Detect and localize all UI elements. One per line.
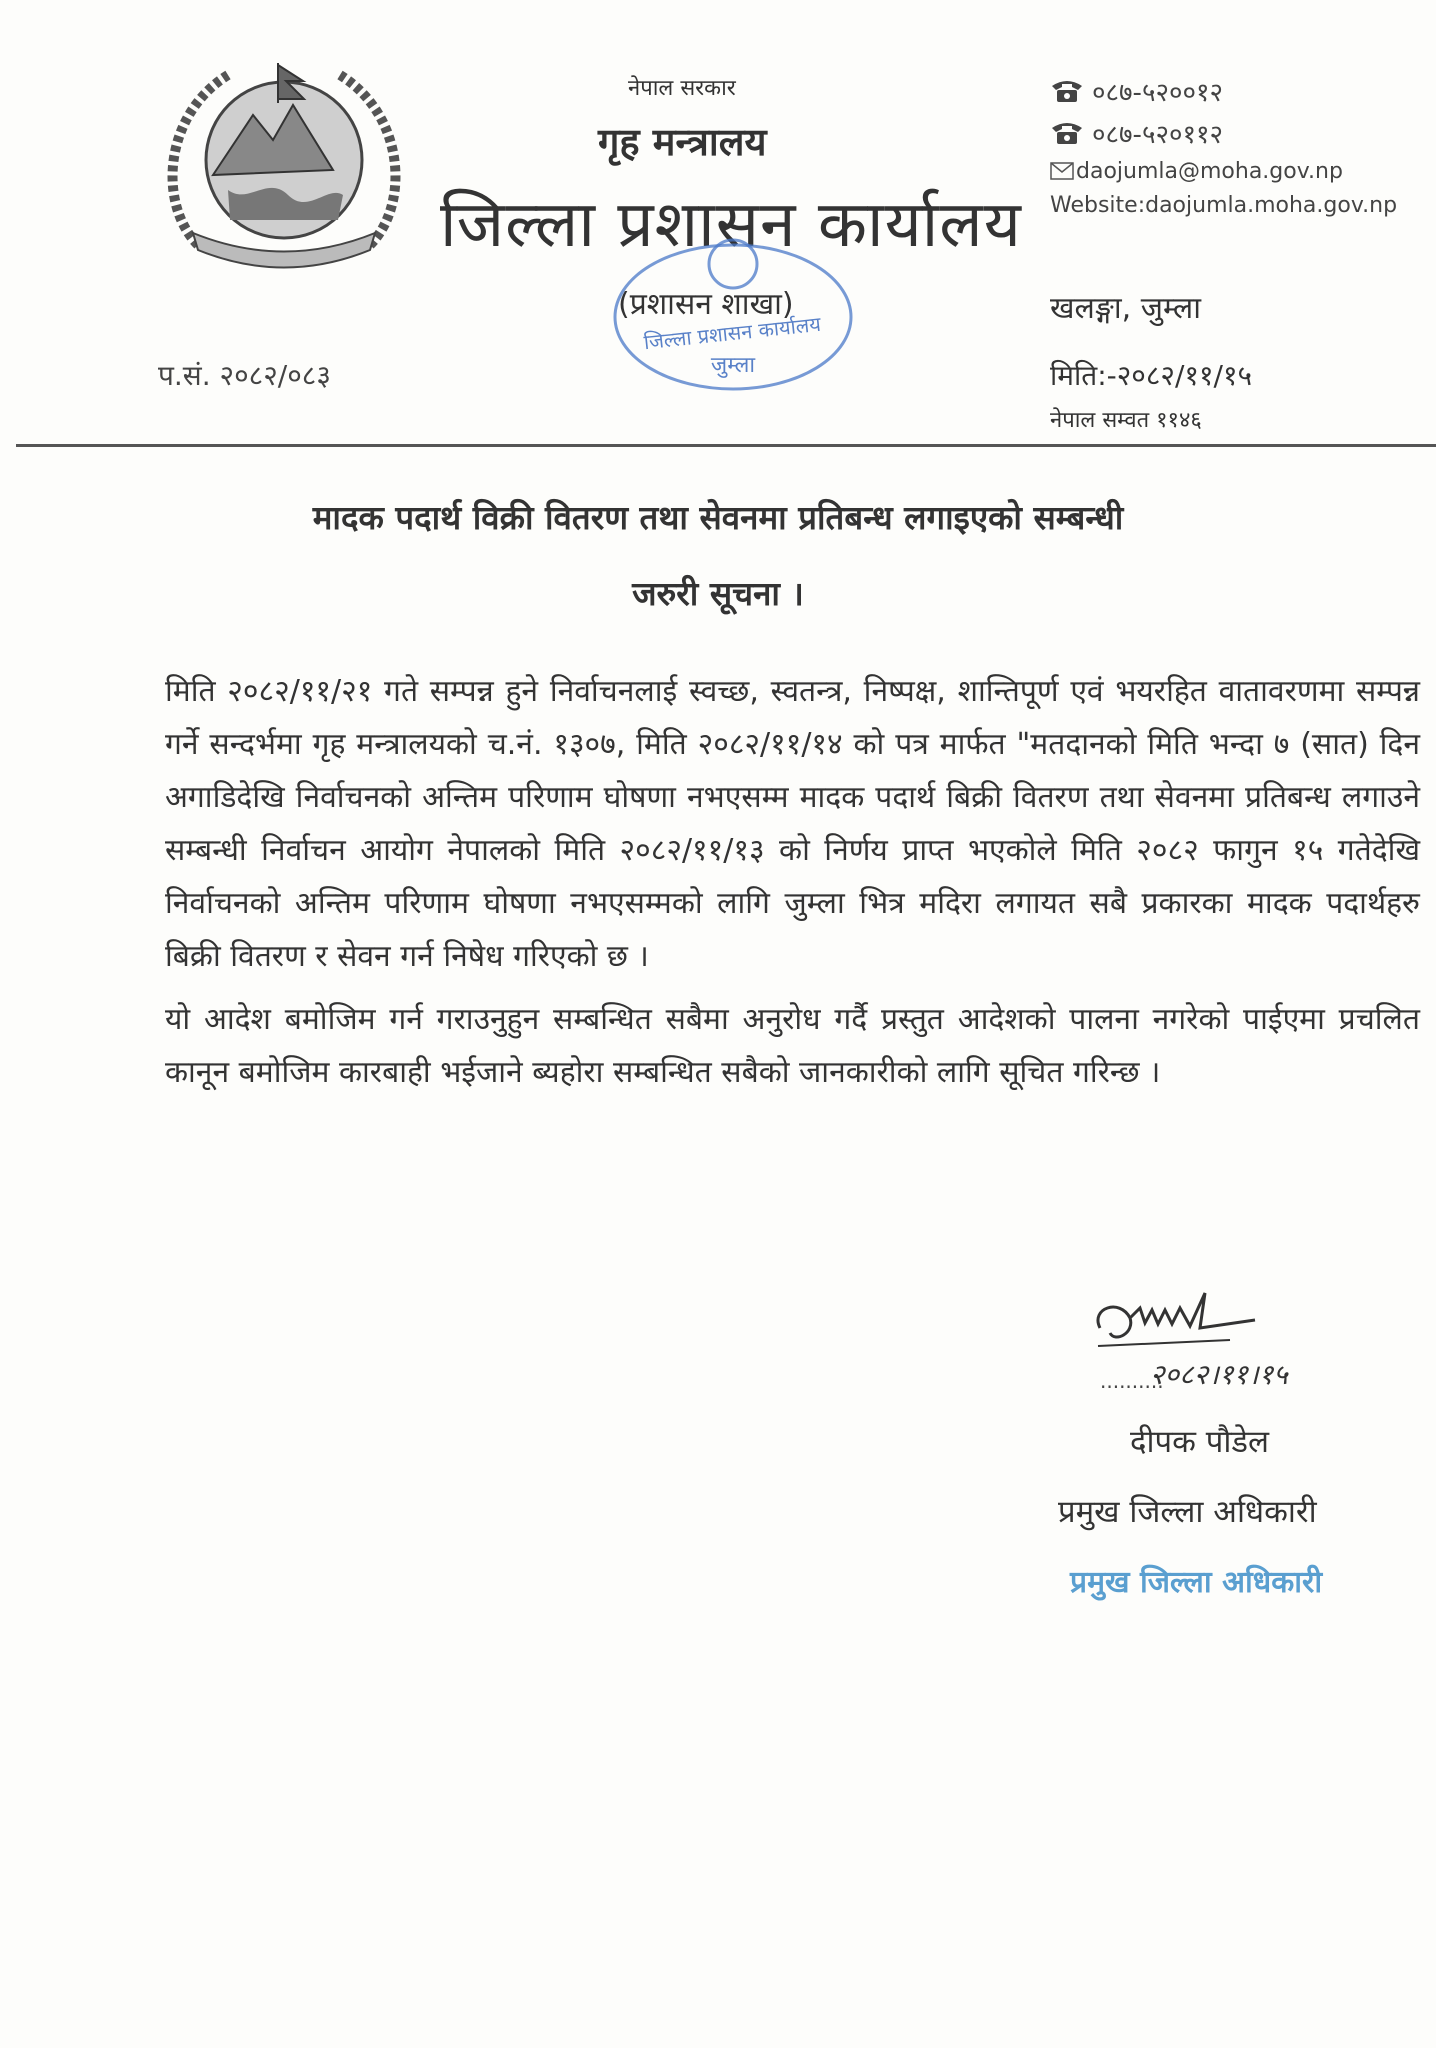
nepal-emblem-icon <box>158 55 410 273</box>
website-row <box>1050 188 1397 222</box>
reference-number: प.सं. २०८२/०८३ <box>158 359 331 392</box>
body-paragraph-1: मिति २०८२/११/२१ गते सम्पन्न हुने निर्वाचनलाई स्वच्छ, स्वतन्त्र, निष्पक्ष, शान्तिपूर्ण एवं भयरहित वातावरणमा सम्पन्न गर्ने सन्दर्भमा गृह मन्त्रालयको च.नं. १३०७, मिति २०८२/११/१४ को पत्र मार्फत "मतदानको मिति भन्दा ७ (सात) दिन अगाडिदेखि निर्वाचनको अन्तिम परिणाम घोषणा नभएसम्म मादक पदार्थ बिक्री वितरण तथा सेवनमा प्रतिबन्ध लगाउने सम्बन्धी निर्वाचन आयोग नेपालको मिति २०८२/११/१३ को निर्णय प्राप्त भएकोले मिति २०८२ फागुन १५ गतेदेखि निर्वाचनको अन्तिम परिणाम घोषणा नभएसम्मको लागि जुम्ला भित्र मदिरा लगायत सबै प्रकारका मादक पदार्थहरु बिक्री वितरण र सेवन गर्न निषेध गरिएको छ । <box>165 674 1420 974</box>
phone-number-1: ०८७-५२००१२ <box>1092 78 1224 108</box>
notice-title-line2: जरुरी सूचना । <box>632 574 804 613</box>
email-row <box>1050 154 1397 188</box>
header-divider <box>16 444 1436 447</box>
website-address: Website:daojumla.moha.gov.np <box>1050 192 1398 218</box>
phone-row-1 <box>1050 70 1397 112</box>
notice-title-line1: मादक पदार्थ विक्री वितरण तथा सेवनमा प्रतिबन्ध लगाइएको सम्बन्धी <box>312 498 1124 537</box>
designation-stamp: प्रमुख जिल्ला अधिकारी <box>1070 1565 1323 1600</box>
office-seal <box>608 232 858 392</box>
signature-date: २०८२।११।१५ <box>1150 1358 1288 1391</box>
office-name: जिल्ला प्रशासन कार्यालय <box>440 188 1022 262</box>
handwritten-signature <box>1080 1288 1380 1398</box>
ministry-name: गृह मन्त्रालय <box>598 120 767 164</box>
government-name: नेपाल सरकार <box>628 76 736 101</box>
svg-text:..........: .......... <box>1100 1369 1164 1393</box>
telephone-icon <box>1050 78 1084 104</box>
nepal-sambat-date: नेपाल सम्वत ११४६ <box>1050 408 1202 433</box>
phone-row-2 <box>1050 112 1397 154</box>
body-paragraph-2: यो आदेश बमोजिम गर्न गराउनुहुन सम्बन्धित सबैमा अनुरोध गर्दै प्रस्तुत आदेशको पालना नगरेको पाईएमा प्रचलित कानून बमोजिम कारबाही भईजाने ब्यहोरा सम्बन्धित सबैको जानकारीको लागि सूचित गरिन्छ । <box>165 1002 1420 1090</box>
phone-number-2: ०८७-५२०११२ <box>1092 120 1224 150</box>
office-address: खलङ्गा, जुम्ला <box>1050 291 1201 326</box>
signatory-designation: प्रमुख जिल्ला अधिकारी <box>1058 1494 1317 1530</box>
email-address: daojumla@moha.gov.np <box>1076 158 1343 184</box>
signatory-name: दीपक पौडेल <box>1130 1424 1269 1460</box>
contact-block <box>1050 70 1397 222</box>
branch-name: (प्रशासन शाखा) <box>618 287 794 322</box>
seal-text-line2: जुम्ला <box>710 353 756 378</box>
telephone-icon <box>1050 120 1084 146</box>
letter-date: मिति:-२०८२/११/१५ <box>1050 359 1253 392</box>
notice-body <box>165 665 1420 1109</box>
envelope-icon <box>1050 162 1074 180</box>
seal-text-line1: जिल्ला प्रशासन कार्यालय <box>642 311 822 355</box>
